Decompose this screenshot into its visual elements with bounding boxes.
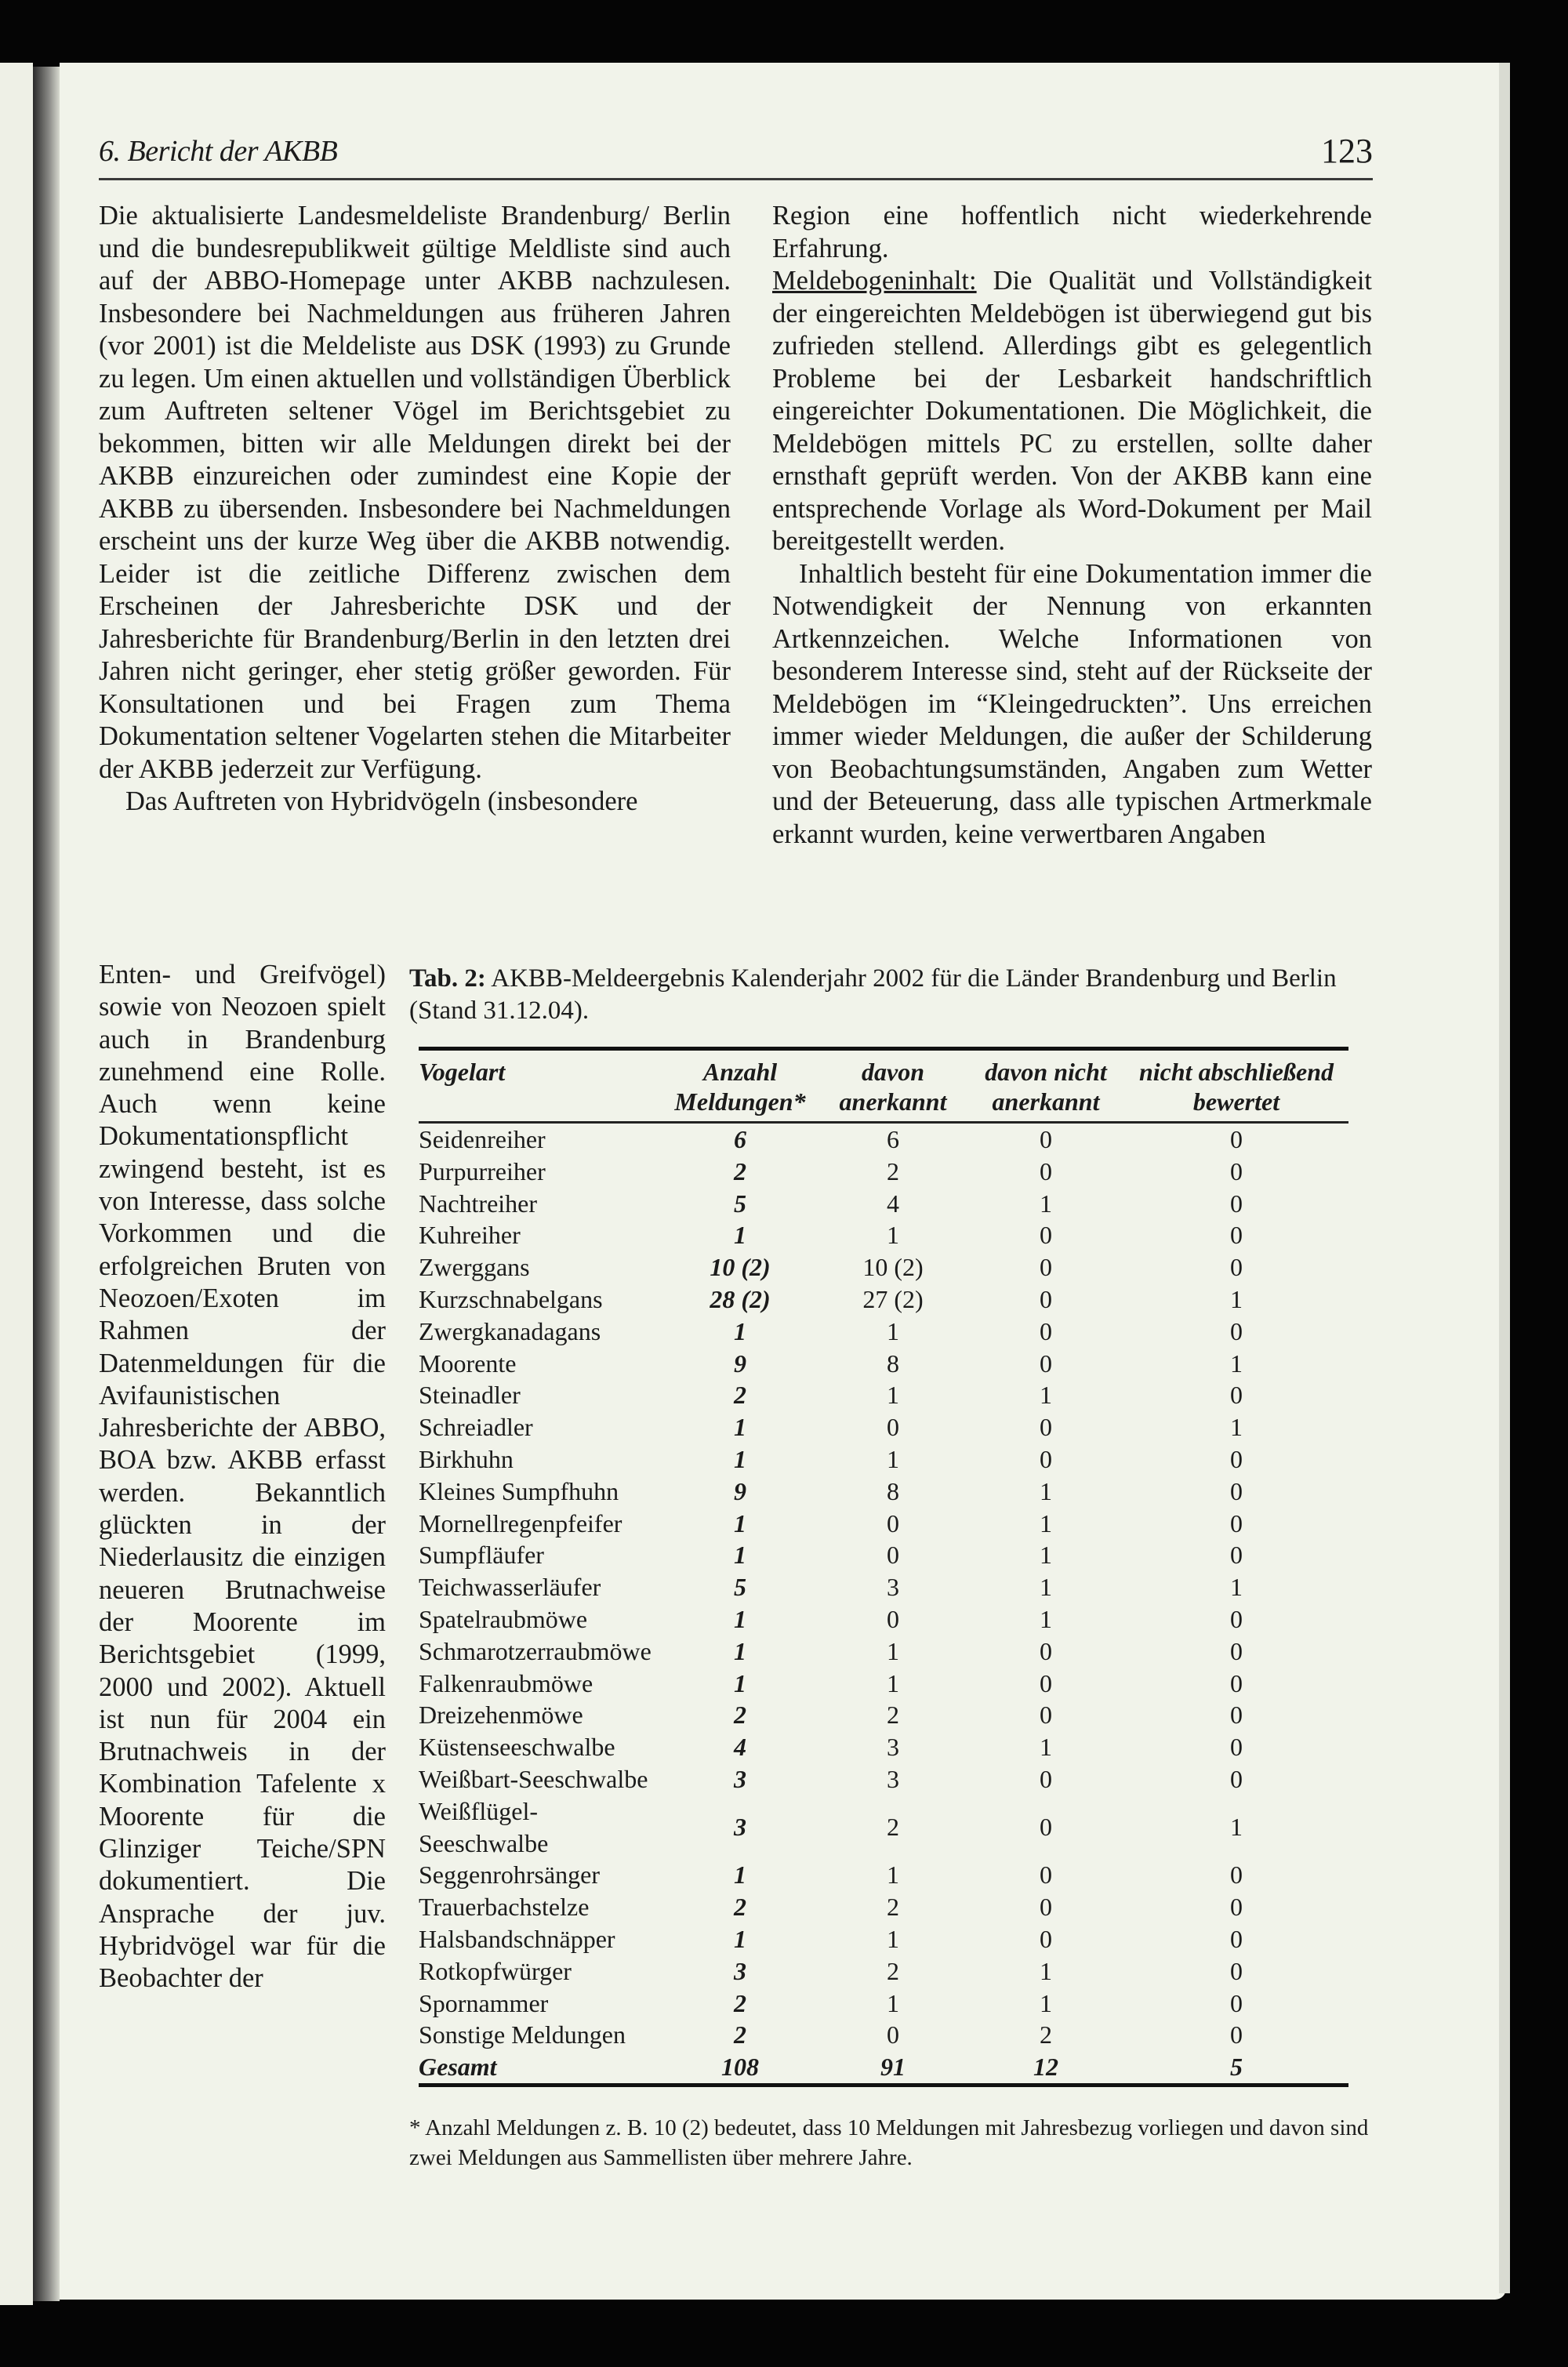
paragraph: Das Auftreten von Hybridvögeln (insbesondere <box>125 786 638 816</box>
cell-pending: 0 <box>1230 1636 1243 1665</box>
table-total-row <box>419 2051 1348 2083</box>
cell-accepted: 27 (2) <box>862 1284 924 1313</box>
cell-rejected: 0 <box>1040 1221 1052 1250</box>
cell-species: Kurzschnabelgans <box>419 1284 603 1313</box>
cell-rejected: 0 <box>1040 1444 1052 1473</box>
cell-count: 10 (2) <box>710 1253 771 1282</box>
table-row <box>419 1443 1348 1476</box>
cell-rejected: 1 <box>1040 1956 1052 1985</box>
cell-rejected: 1 <box>1040 1573 1052 1602</box>
table-row <box>419 1955 1348 1988</box>
cell-species: Dreizehenmöwe <box>419 1701 583 1730</box>
cell-pending: 0 <box>1230 1733 1243 1762</box>
cell-rejected: 12 <box>1033 2053 1058 2082</box>
cell-pending: 0 <box>1230 1924 1243 1953</box>
cell-count: 1 <box>734 1444 746 1473</box>
cell-pending: 0 <box>1230 1476 1243 1505</box>
cell-pending: 1 <box>1230 1813 1243 1842</box>
table-row <box>419 1316 1348 1348</box>
cell-species: Sumpfläufer <box>419 1541 544 1570</box>
left-column <box>99 200 731 819</box>
cell-species: Schreiadler <box>419 1413 533 1442</box>
cell-count: 108 <box>721 2053 759 2082</box>
cell-species: Birkhuhn <box>419 1444 514 1473</box>
cell-count: 5 <box>734 1573 746 1602</box>
cell-pending: 1 <box>1230 1349 1243 1378</box>
running-header <box>99 129 1373 180</box>
table-row <box>419 1859 1348 1891</box>
cell-accepted: 6 <box>887 1125 899 1153</box>
book-gutter <box>33 67 60 2301</box>
cell-count: 1 <box>734 1861 746 1890</box>
cell-species: Rotkopfwürger <box>419 1956 572 1985</box>
table-row <box>419 1763 1348 1795</box>
page-number: 123 <box>1321 132 1373 170</box>
cell-accepted: 2 <box>887 1893 899 1922</box>
table-header-row <box>419 1051 1348 1121</box>
cell-species: Gesamt <box>419 2053 497 2082</box>
table-row <box>419 1668 1348 1700</box>
cell-accepted: 8 <box>887 1349 899 1378</box>
cell-count: 3 <box>734 1813 746 1842</box>
cell-accepted: 1 <box>887 1221 899 1250</box>
cell-count: 1 <box>734 1221 746 1250</box>
cell-species: Mornellregenpfeifer <box>419 1508 622 1537</box>
table-row <box>419 1411 1348 1443</box>
cell-accepted: 0 <box>887 1604 899 1633</box>
cell-species: Falkenraubmöwe <box>419 1668 593 1697</box>
cell-rejected: 1 <box>1040 1604 1052 1633</box>
cell-species: Sonstige Meldungen <box>419 2020 626 2049</box>
cell-accepted: 1 <box>887 1636 899 1665</box>
cell-count: 1 <box>734 1924 746 1953</box>
cell-rejected: 0 <box>1040 1413 1052 1442</box>
paragraph: Region eine hoffentlich nicht wiederkehrende Erfahrung. <box>772 201 1372 263</box>
paragraph: Meldebogeninhalt: Die Qualität und Vollständigkeit der eingereichten Meldebögen ist überwiegend gut bis zufrieden stellend. Allerdings gibt es gelegentlich Probleme bei der Lesbarkeit handschriftlich eingereichter Dokumentationen. Die Möglichkeit, die Meldebögen mittels PC zu erstellen, sollte daher ernsthaft geprüft werden. Von der AKBB kann eine entsprechende Vorlage als Word-Dokument per Mail bereitgestellt werden. <box>772 266 1372 556</box>
cell-count: 5 <box>734 1189 746 1218</box>
cell-pending: 0 <box>1230 1253 1243 1282</box>
table-row <box>419 1508 1348 1540</box>
cell-count: 1 <box>734 1636 746 1665</box>
cell-species: Moorente <box>419 1349 517 1378</box>
table-row <box>419 1219 1348 1251</box>
cell-accepted: 0 <box>887 1508 899 1537</box>
cell-rejected: 0 <box>1040 1764 1052 1793</box>
cell-rejected: 0 <box>1040 1893 1052 1922</box>
cell-rejected: 0 <box>1040 1316 1052 1345</box>
table-row <box>419 1699 1348 1731</box>
cell-pending: 0 <box>1230 1988 1243 2017</box>
header-nicht-anerkannt: davon nicht anerkannt <box>985 1058 1107 1116</box>
page-edge-shadow <box>1499 63 1510 2293</box>
paragraph: Inhaltlich besteht für eine Dokumentation immer die Notwendigkeit der Nennung von erkannten Artkennzeichen. Welche Informationen von besonderem Interesse sind, steht auf der Rückseite der Meldebögen im “Kleingedruckten”. Uns erreichen immer wieder Meldungen, die außer der Schilderung von Beobachtungsumständen, Angaben zum Wetter und der Beteuerung, dass alle typischen Artmerkmale erkannt wurden, keine verwertbaren Angaben <box>772 558 1372 849</box>
cell-pending: 0 <box>1230 1893 1243 1922</box>
cell-pending: 0 <box>1230 1189 1243 1218</box>
table-label: Tab. 2: <box>409 964 486 993</box>
facing-page-edge <box>0 63 33 2305</box>
cell-accepted: 0 <box>887 1413 899 1442</box>
table-body <box>419 1124 1348 2083</box>
cell-accepted: 2 <box>887 1813 899 1842</box>
cell-pending: 0 <box>1230 1125 1243 1153</box>
cell-count: 1 <box>734 1604 746 1633</box>
cell-species: Kuhreiher <box>419 1221 521 1250</box>
table-row <box>419 1283 1348 1316</box>
cell-rejected: 1 <box>1040 1189 1052 1218</box>
table-row <box>419 1156 1348 1188</box>
cell-rejected: 1 <box>1040 1476 1052 1505</box>
cell-pending: 0 <box>1230 2020 1243 2049</box>
section-label: Meldebogeninhalt: <box>772 266 977 296</box>
cell-accepted: 91 <box>880 2053 906 2082</box>
cell-count: 1 <box>734 1668 746 1697</box>
table-row <box>419 1635 1348 1668</box>
cell-rejected: 1 <box>1040 1541 1052 1570</box>
cell-count: 3 <box>734 1764 746 1793</box>
cell-count: 1 <box>734 1508 746 1537</box>
cell-species: Steinadler <box>419 1381 521 1410</box>
cell-pending: 5 <box>1230 2053 1243 2082</box>
cell-count: 2 <box>734 2020 746 2049</box>
cell-accepted: 10 (2) <box>862 1253 924 1282</box>
table-row <box>419 1476 1348 1508</box>
cell-accepted: 2 <box>887 1156 899 1185</box>
cell-species: Küstenseeschwalbe <box>419 1733 615 1762</box>
cell-accepted: 1 <box>887 1381 899 1410</box>
table-row <box>419 1603 1348 1635</box>
table-row <box>419 1188 1348 1220</box>
cell-pending: 0 <box>1230 1541 1243 1570</box>
cell-rejected: 0 <box>1040 1253 1052 1282</box>
table-row <box>419 1348 1348 1380</box>
cell-species: Trauerbachstelze <box>419 1893 590 1922</box>
cell-species: Kleines Sumpfhuhn <box>419 1476 619 1505</box>
cell-species: Spatelraubmöwe <box>419 1604 588 1633</box>
cell-rejected: 0 <box>1040 1284 1052 1313</box>
cell-species: Purpurreiher <box>419 1156 546 1185</box>
cell-accepted: 1 <box>887 1316 899 1345</box>
results-table <box>419 1047 1348 2087</box>
cell-accepted: 3 <box>887 1573 899 1602</box>
table-row <box>419 1923 1348 1955</box>
header-anerkannt: davon anerkannt <box>839 1058 947 1116</box>
cell-accepted: 2 <box>887 1701 899 1730</box>
cell-rejected: 0 <box>1040 1861 1052 1890</box>
cell-accepted: 1 <box>887 1444 899 1473</box>
cell-species: Weißbart-Seeschwalbe <box>419 1764 648 1793</box>
cell-pending: 0 <box>1230 1444 1243 1473</box>
cell-species: Spornammer <box>419 1988 549 2017</box>
cell-pending: 0 <box>1230 1508 1243 1537</box>
cell-rejected: 0 <box>1040 1668 1052 1697</box>
cell-count: 2 <box>734 1156 746 1185</box>
cell-accepted: 4 <box>887 1189 899 1218</box>
table-row <box>419 1731 1348 1763</box>
cell-rejected: 1 <box>1040 1733 1052 1762</box>
cell-rejected: 0 <box>1040 1349 1052 1378</box>
cell-species: Zwergkanadagans <box>419 1316 601 1345</box>
cell-pending: 0 <box>1230 1381 1243 1410</box>
cell-rejected: 0 <box>1040 1924 1052 1953</box>
cell-accepted: 2 <box>887 1956 899 1985</box>
cell-pending: 0 <box>1230 1604 1243 1633</box>
cell-pending: 1 <box>1230 1284 1243 1313</box>
cell-pending: 1 <box>1230 1413 1243 1442</box>
cell-rejected: 1 <box>1040 1508 1052 1537</box>
cell-accepted: 1 <box>887 1988 899 2017</box>
cell-rejected: 1 <box>1040 1988 1052 2017</box>
cell-species: Nachtreiher <box>419 1189 538 1218</box>
header-nicht-bewertet: nicht abschließend bewertet <box>1138 1058 1334 1116</box>
cell-count: 1 <box>734 1316 746 1345</box>
cell-rejected: 0 <box>1040 1701 1052 1730</box>
cell-species: Halsbandschnäpper <box>419 1924 615 1953</box>
cell-rejected: 0 <box>1040 1125 1052 1153</box>
paragraph-continuation: Enten- und Greifvögel) sowie von Neozoen spielt auch in Brandenburg zunehmend eine Rolle. Auch wenn keine Dokumentationspflicht zwingend besteht, ist es von Interesse, dass solche Vorkommen und die erfolgreichen Bruten von Neozoen/Exoten im Rahmen der Datenmeldungen für die Avifaunistischen Jahresberichte der ABBO, BOA bzw. AKBB erfasst werden. Bekanntlich glückten in der Niederlausitz die einzigen neueren Brutnachweise der Moorente im Berichtsgebiet (1999, 2000 und 2002). Aktuell ist nun für 2004 ein Brutnachweis in der Kombination Tafelente x Moorente für die Glinziger Teiche/SPN dokumentiert. Die Ansprache der juv. Hybridvögel war für die Beobachter der <box>99 960 386 1994</box>
header-anzahl: Anzahl Meldungen* <box>674 1058 806 1116</box>
cell-pending: 0 <box>1230 1701 1243 1730</box>
cell-accepted: 0 <box>887 2020 899 2049</box>
cell-rejected: 0 <box>1040 1156 1052 1185</box>
table-row <box>419 1988 1348 2020</box>
cell-pending: 1 <box>1230 1573 1243 1602</box>
cell-species: Schmarotzerraubmöwe <box>419 1636 652 1665</box>
paragraph: Die aktualisierte Landesmeldeliste Brandenburg/ Berlin und die bundesrepublikweit gültige Meldliste sind auch auf der ABBO-Homepage unter AKBB nachzulesen. Insbesondere bei Nachmeldungen aus früheren Jahren (vor 2001) ist die Meldeliste aus DSK (1993) zu Grunde zu legen. Um einen aktuellen und vollständigen Überblick zum Auftreten seltener Vögel im Berichtsgebiet zu bekommen, bitten wir alle Meldungen direkt bei der AKBB einzureichen oder zumindest eine Kopie der AKBB zu übersenden. Insbesondere bei Nachmeldungen erscheint uns der kurze Weg über die AKBB notwendig. Leider ist die zeitliche Differenz zwischen dem Erscheinen der Jahresberichte DSK und der Jahresberichte für Brandenburg/Berlin in den letzten drei Jahren nicht geringer, eher stetig größer geworden. Für Konsultationen und bei Fragen zum Thema Dokumentation seltener Vogelarten stehen die Mitarbeiter der AKBB jederzeit zur Verfügung. <box>99 201 731 784</box>
cell-accepted: 0 <box>887 1541 899 1570</box>
cell-species: Seggenrohrsänger <box>419 1861 601 1890</box>
table-row <box>419 1124 1348 1156</box>
table-row <box>419 1251 1348 1283</box>
cell-pending: 0 <box>1230 1316 1243 1345</box>
table-row <box>419 1379 1348 1411</box>
cell-species: Zwerggans <box>419 1253 530 1282</box>
cell-pending: 0 <box>1230 1861 1243 1890</box>
cell-accepted: 3 <box>887 1764 899 1793</box>
cell-count: 1 <box>734 1413 746 1442</box>
table-bottom-rule <box>419 2083 1348 2087</box>
table-row <box>419 1571 1348 1603</box>
cell-count: 2 <box>734 1381 746 1410</box>
cell-count: 4 <box>734 1733 746 1762</box>
left-column-narrow <box>99 959 386 1995</box>
cell-count: 2 <box>734 1988 746 2017</box>
table-row <box>419 2019 1348 2051</box>
cell-accepted: 8 <box>887 1476 899 1505</box>
table-row <box>419 1891 1348 1923</box>
running-title: 6. Bericht der AKBB <box>99 135 338 168</box>
cell-accepted: 1 <box>887 1924 899 1953</box>
cell-accepted: 1 <box>887 1861 899 1890</box>
cell-pending: 0 <box>1230 1956 1243 1985</box>
cell-accepted: 3 <box>887 1733 899 1762</box>
cell-species: Teichwasserläufer <box>419 1573 601 1602</box>
cell-accepted: 1 <box>887 1668 899 1697</box>
table-row <box>419 1539 1348 1571</box>
cell-count: 28 (2) <box>710 1284 771 1313</box>
table-caption: Tab. 2: AKBB-Meldeergebnis Kalenderjahr 2002 für die Länder Brandenburg und Berlin (Stand 31.12.04). <box>409 964 1337 1025</box>
right-column <box>772 200 1372 851</box>
cell-species: Seidenreiher <box>419 1125 546 1153</box>
cell-count: 3 <box>734 1956 746 1985</box>
cell-count: 9 <box>734 1349 746 1378</box>
cell-rejected: 2 <box>1040 2020 1052 2049</box>
cell-species: Weißflügel-Seeschwalbe <box>419 1796 549 1857</box>
cell-pending: 0 <box>1230 1221 1243 1250</box>
cell-pending: 0 <box>1230 1668 1243 1697</box>
cell-count: 6 <box>734 1125 746 1153</box>
cell-count: 9 <box>734 1476 746 1505</box>
cell-rejected: 0 <box>1040 1636 1052 1665</box>
cell-count: 2 <box>734 1893 746 1922</box>
cell-pending: 0 <box>1230 1156 1243 1185</box>
cell-pending: 0 <box>1230 1764 1243 1793</box>
table-row <box>419 1795 1348 1860</box>
cell-count: 2 <box>734 1701 746 1730</box>
table-footnote: * Anzahl Meldungen z. B. 10 (2) bedeutet, dass 10 Meldungen mit Jahresbezug vorliegen und davon sind zwei Meldungen aus Sammellisten über mehrere Jahre. <box>409 2115 1369 2170</box>
cell-rejected: 0 <box>1040 1813 1052 1842</box>
header-vogelart: Vogelart <box>419 1058 506 1086</box>
cell-rejected: 1 <box>1040 1381 1052 1410</box>
cell-count: 1 <box>734 1541 746 1570</box>
